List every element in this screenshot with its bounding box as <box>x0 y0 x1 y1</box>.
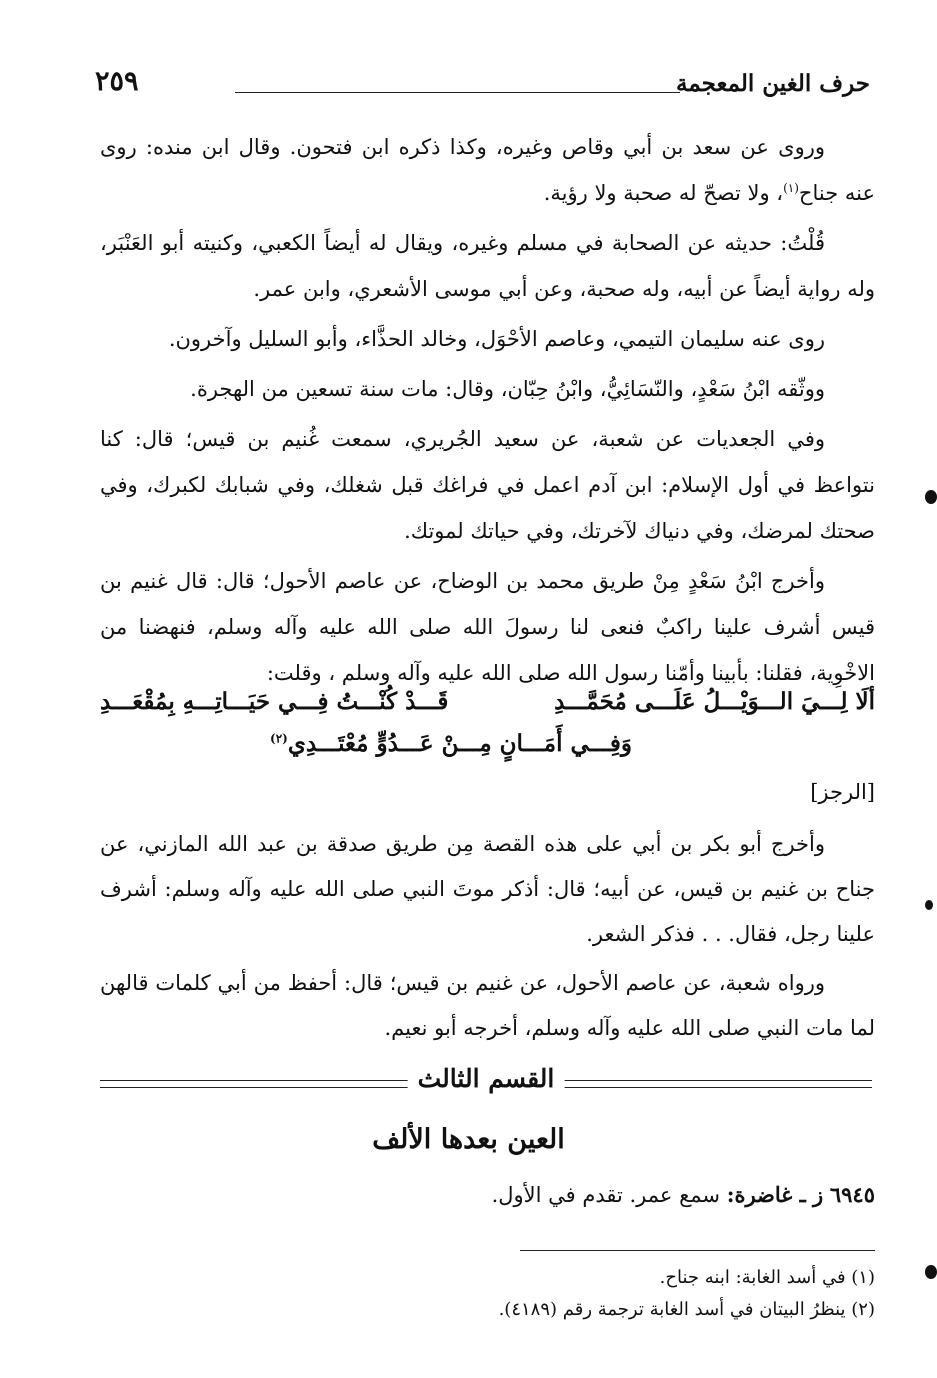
footnote-separator <box>520 1250 875 1251</box>
section-divider <box>100 1064 872 1104</box>
biography-entry <box>175 1182 875 1207</box>
paragraph: روى عنه سليمان التيمي، وعاصم الأحْوَل، وخالد الحذَّاء، وأبو السليل وآخرون. <box>168 327 825 351</box>
paragraph: ووثّقه ابْنُ سَعْدٍ، والنّسَائِيُّ، وابْنُ حِبّان، وقال: مات سنة تسعين من الهجرة. <box>190 377 825 401</box>
page-header <box>95 66 870 104</box>
paragraph: وأخرج ابْنُ سَعْدٍ مِنْ طريق محمد بن الوضاح، عن عاصم الأحول؛ قال: قال غنيم بن قيس أشرف علينا راكبٌ فنعى لنا رسولَ الله صلى الله عليه وآله وسلم، فنهضنا من الاخْوِية، فقلنا: بأبينا وأمّنا رسول الله صلى الله عليه وآله وسلم ، وقلت: <box>100 569 875 685</box>
paragraph: وأخرج أبو بكر بن أبي على هذه القصة مِن طريق صدقة بن عبد الله المازني، عن جناح بن غنيم بن قيس، عن أبيه؛ قال: أذكر موتَ النبي صلى الله عليه وآله وسلم: أشرف علينا رجل، فقال. . . فذكر الشعر. <box>100 832 875 946</box>
paragraph: قُلْتُ: حديثه عن الصحابة في مسلم وغيره، ويقال له أيضاً الكعبي، وكنيته أبو العَنْبَر، وله رواية أيضاً عن أبيه، وله صحبة، وعن أبي موسى الأشعري، وابن عمر. <box>100 231 875 301</box>
entry-name: ز ـ غاضرة: <box>726 1182 824 1207</box>
main-text-continued <box>100 822 875 1055</box>
footnote: (٢) ينظرُ البيتان في أسد الغابة ترجمة رقم (٤١٨٩). <box>498 1299 875 1320</box>
main-text <box>100 124 875 700</box>
paragraph <box>100 124 875 216</box>
scan-edge-mark <box>925 490 937 504</box>
footnote: (١) في أسد الغابة: ابنه جناح. <box>659 1267 875 1288</box>
verse-hemistich <box>270 730 632 757</box>
footnote-ref: (٢) <box>270 731 288 746</box>
verse-text: وَفِـــي أَمَـــانٍ مِـــنْ عَـــدُوٍّ مُعْتَـــدِي <box>287 730 632 757</box>
verse-hemistich: قَـــدْ كُنْـــتُ فِـــي حَيَـــاتِـــهِ بِمُقْعَـــدِ <box>100 688 449 715</box>
chapter-title: العين بعدها الألف <box>372 1124 565 1155</box>
scan-edge-mark <box>925 900 933 910</box>
paragraph: ورواه شعبة، عن عاصم الأحول، عن غنيم بن قيس؛ قال: أحفظ من أبي كلمات قالهن لما مات النبي صلى الله عليه وآله وسلم، أخرجه أبو نعيم. <box>100 971 875 1040</box>
entry-text: سمع عمر. تقدم في الأول. <box>491 1183 721 1207</box>
header-rule <box>235 92 680 93</box>
poetic-meter: [الرجز] <box>810 780 875 804</box>
entry-number: ٦٩٤٥ <box>829 1182 875 1207</box>
section-title: القسم الثالث <box>408 1064 565 1093</box>
footnote-ref: (١) <box>783 181 799 195</box>
paragraph-text: وروى عن سعد بن أبي وقاص وغيره، وكذا ذكره ابن فتحون. وقال ابن منده: روى عنه جناح <box>100 135 875 205</box>
footnotes <box>100 1262 875 1326</box>
paragraph-text: ، ولا تصحّ له صحبة ولا رؤية. <box>543 181 784 205</box>
page-number: ٢٥٩ <box>95 66 139 97</box>
verse-hemistich: ألَا لِـــيَ الـــوَيْـــلُ عَلَـــى مُحَمَّـــدِ <box>554 688 875 715</box>
paragraph: وفي الجعديات عن شعبة، عن سعيد الجُريري، سمعت غُنيم بن قيس؛ قال: كنا نتواعظ في أول الإسلام: ابن آدم اعمل في فراغك قبل شغلك، وفي شبابك لكبرك، وفي صحتك لمرضك، وفي دنياك لآخرتك، وفي حياتك لموتك. <box>100 427 875 543</box>
scan-edge-mark <box>925 1265 937 1279</box>
poem-verse <box>100 678 875 774</box>
running-title: حرف الغين المعجمة <box>676 70 870 97</box>
